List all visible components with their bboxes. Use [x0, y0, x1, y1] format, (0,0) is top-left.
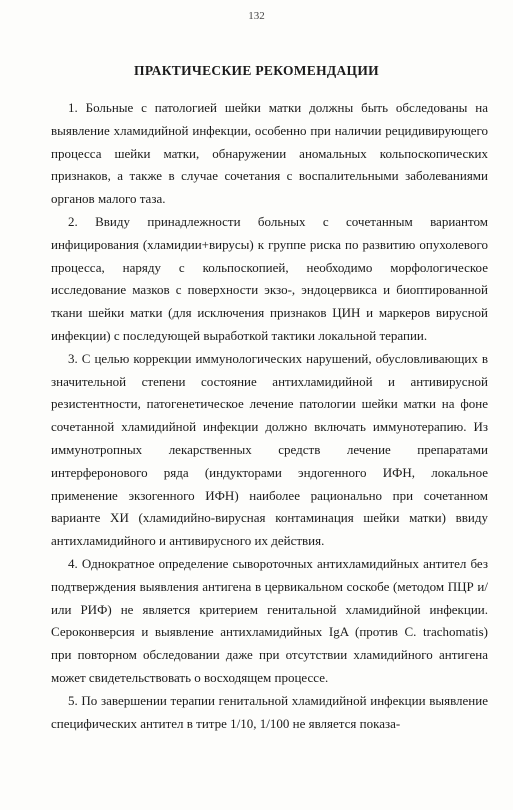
page-number: 132: [248, 10, 265, 22]
paragraph-3: 3. С целью коррекции иммунологических нарушений, обусловливающих в значительной степени состояние антихламидийной и антивирусной резистентности, патогенетическое лечение патологии шейки матки на фоне сочетанной хламидийной инфекции должно включать иммунотерапию. Из иммунотропных лекарственных средств лечение препаратами интерферонового ряда (индукторами эндогенного ИФН, локальное применение экзогенного ИФН) наиболее рационально при сочетанном варианте ХИ (хламидийно-вирусная контаминация шейки матки) ввиду антихламидийного и антивирусного их действия.: [51, 350, 488, 549]
paragraph-4: 4. Однократное определение сывороточных антихламидийных антител без подтверждения выявления антигена в цервикальном соскобе (методом ПЦР и/или РИФ) не является критерием генитальной хламидийной инфекции. Сероконверсия и выявление антихламидийных IgA (против C. trachomatis) при повторном обследовании даже при отсутствии хламидийного антигена может свидетельствовать о восходящем процессе.: [51, 555, 488, 685]
body-text: [51, 97, 488, 735]
paragraph-1: 1. Больные с патологией шейки матки должны быть обследованы на выявление хламидийной инфекции, особенно при наличии рецидивирующего процесса шейки матки, обнаружении аномальных кольпоскопических признаков, а также в случае сочетания с воспалительными заболеваниями органов малого таза.: [51, 100, 488, 207]
paragraph-5: 5. По завершении терапии генитальной хламидийной инфекции выявление специфических антител в титре 1/10, 1/100 не является показа-: [51, 692, 488, 731]
paragraph-2: 2. Ввиду принадлежности больных с сочетанным вариантом инфицирования (хламидии+вирусы) к группе риска по развитию опухолевого процесса, наряду с кольпоскопией, необходимо морфологическое исследование мазков с поверхности экзо-, эндоцервикса и биоптированной ткани шейки матки (для исключения признаков ЦИН и маркеров вирусной инфекции) с последующей выработкой тактики локальной терапии.: [51, 213, 488, 343]
section-heading: ПРАКТИЧЕСКИЕ РЕКОМЕНДАЦИИ: [134, 63, 379, 78]
